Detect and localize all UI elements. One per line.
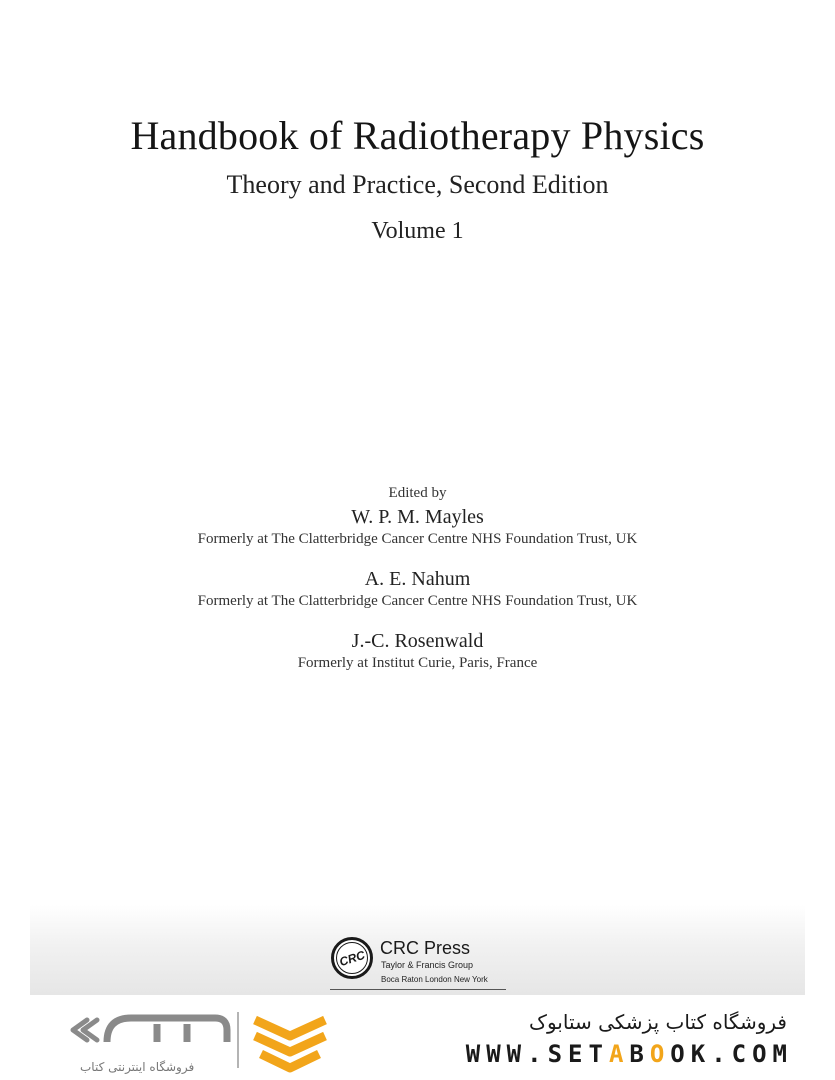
url-part: B (629, 1040, 650, 1068)
volume-label: Volume 1 (371, 218, 464, 244)
url-highlight: O (649, 1040, 671, 1068)
url-part: WWW.SET (465, 1040, 609, 1068)
editor-name: J.-C. Rosenwald (351, 630, 484, 652)
url-highlight: A (608, 1040, 630, 1068)
publisher-cities: Boca Raton London New York (381, 975, 488, 984)
url-part: OK.COM (670, 1040, 793, 1068)
svg-text:CRC: CRC (337, 947, 367, 970)
watermark-url (466, 1040, 793, 1068)
watermark-store-name: فروشگاه کتاب پزشکی ستابوک (529, 1010, 787, 1034)
editor-name: A. E. Nahum (364, 568, 471, 590)
editor-affiliation: Formerly at Institut Curie, Paris, France (297, 655, 538, 671)
edited-by-label: Edited by (388, 485, 447, 501)
publisher-group: Taylor & Francis Group (381, 960, 474, 970)
crc-press-logo-icon (330, 936, 374, 980)
watermark-tagline: فروشگاه اینترنتی کتاب (80, 1060, 195, 1074)
editor-affiliation: Formerly at The Clatterbridge Cancer Centre NHS Foundation Trust, UK (197, 593, 638, 609)
editor-affiliation: Formerly at The Clatterbridge Cancer Centre NHS Foundation Trust, UK (197, 531, 638, 547)
publisher-name: CRC Press (380, 938, 471, 958)
book-subtitle: Theory and Practice, Second Edition (226, 170, 609, 199)
editor-name: W. P. M. Mayles (351, 506, 484, 528)
book-title: Handbook of Radiotherapy Physics (130, 113, 705, 158)
publisher-divider (330, 989, 506, 990)
